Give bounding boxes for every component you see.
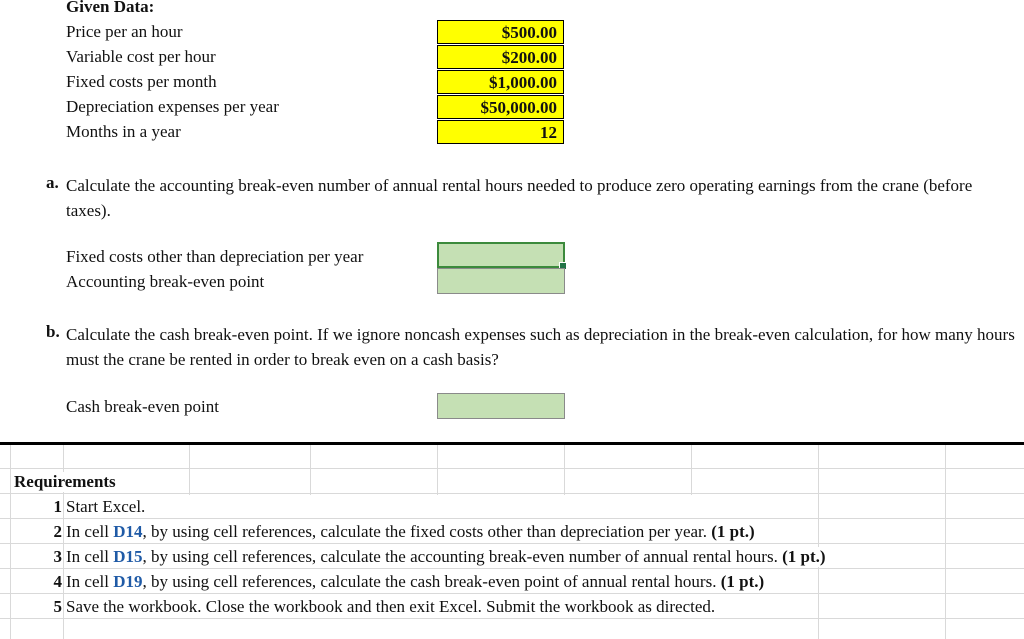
points: (1 pt.) xyxy=(711,522,755,541)
requirement-number: 4 xyxy=(53,572,62,591)
requirement-number: 2 xyxy=(53,522,62,541)
label-accounting-break-even: Accounting break-even point xyxy=(66,272,265,291)
part-b-question: Calculate the cash break-even point. If we ignore noncash expenses such as depreciation in the break-even calculation, for how many hours must the crane be rented in order to break even on a cash basis? xyxy=(66,325,1015,369)
given-data-heading: Given Data: xyxy=(66,0,155,16)
requirement-number: 1 xyxy=(53,497,62,516)
label-price-per-hour: Price per an hour xyxy=(66,22,183,41)
requirement-text xyxy=(66,522,755,542)
label-variable-cost: Variable cost per hour xyxy=(66,47,216,66)
requirements-title: Requirements xyxy=(14,472,116,491)
section-divider xyxy=(0,442,1024,445)
cell-reference: D14 xyxy=(113,522,143,541)
requirement-number: 5 xyxy=(53,597,62,616)
requirement-text-pre: In cell xyxy=(66,572,114,591)
requirement-text xyxy=(66,497,145,517)
label-cash-break-even: Cash break-even point xyxy=(66,397,219,416)
requirement-text xyxy=(66,572,764,592)
cell-reference: D19 xyxy=(113,572,143,591)
cell-price-per-hour[interactable]: $500.00 xyxy=(437,20,564,44)
part-a-letter: a. xyxy=(46,173,59,192)
requirement-text-pre: Save the workbook. Close the workbook and then exit Excel. Submit the workbook as directed. xyxy=(66,597,716,616)
part-a-question: Calculate the accounting break-even number of annual rental hours needed to produce zero operating earnings from the crane (before taxes). xyxy=(66,176,973,220)
requirement-number: 3 xyxy=(53,547,62,566)
requirement-text-pre: In cell xyxy=(66,522,114,541)
requirement-text-post: , by using cell references, calculate the cash break-even point of annual rental hours. xyxy=(142,572,721,591)
cell-variable-cost[interactable]: $200.00 xyxy=(437,45,564,69)
label-months: Months in a year xyxy=(66,122,181,141)
requirement-text-post: , by using cell references, calculate the accounting break-even number of annual rental hours. xyxy=(142,547,783,566)
label-depreciation: Depreciation expenses per year xyxy=(66,97,279,116)
cell-reference: D15 xyxy=(113,547,143,566)
cell-months[interactable]: 12 xyxy=(437,120,564,144)
part-b-letter: b. xyxy=(46,322,60,341)
points: (1 pt.) xyxy=(720,572,765,591)
cell-d15-accounting-break-even[interactable] xyxy=(437,268,565,294)
requirement-text-pre: In cell xyxy=(66,547,114,566)
label-fixed-costs-year: Fixed costs other than depreciation per year xyxy=(66,247,364,266)
cell-depreciation[interactable]: $50,000.00 xyxy=(437,95,564,119)
cell-d19-cash-break-even[interactable] xyxy=(437,393,565,419)
requirement-text-pre: Start Excel. xyxy=(66,497,146,516)
cell-d14-fixed-costs[interactable] xyxy=(437,242,565,268)
points: (1 pt.) xyxy=(782,547,826,566)
label-fixed-costs-month: Fixed costs per month xyxy=(66,72,217,91)
requirement-text-post: , by using cell references, calculate the fixed costs other than depreciation per year. xyxy=(142,522,712,541)
cell-fixed-costs-month[interactable]: $1,000.00 xyxy=(437,70,564,94)
requirement-text xyxy=(66,597,715,617)
requirement-text xyxy=(66,547,826,567)
